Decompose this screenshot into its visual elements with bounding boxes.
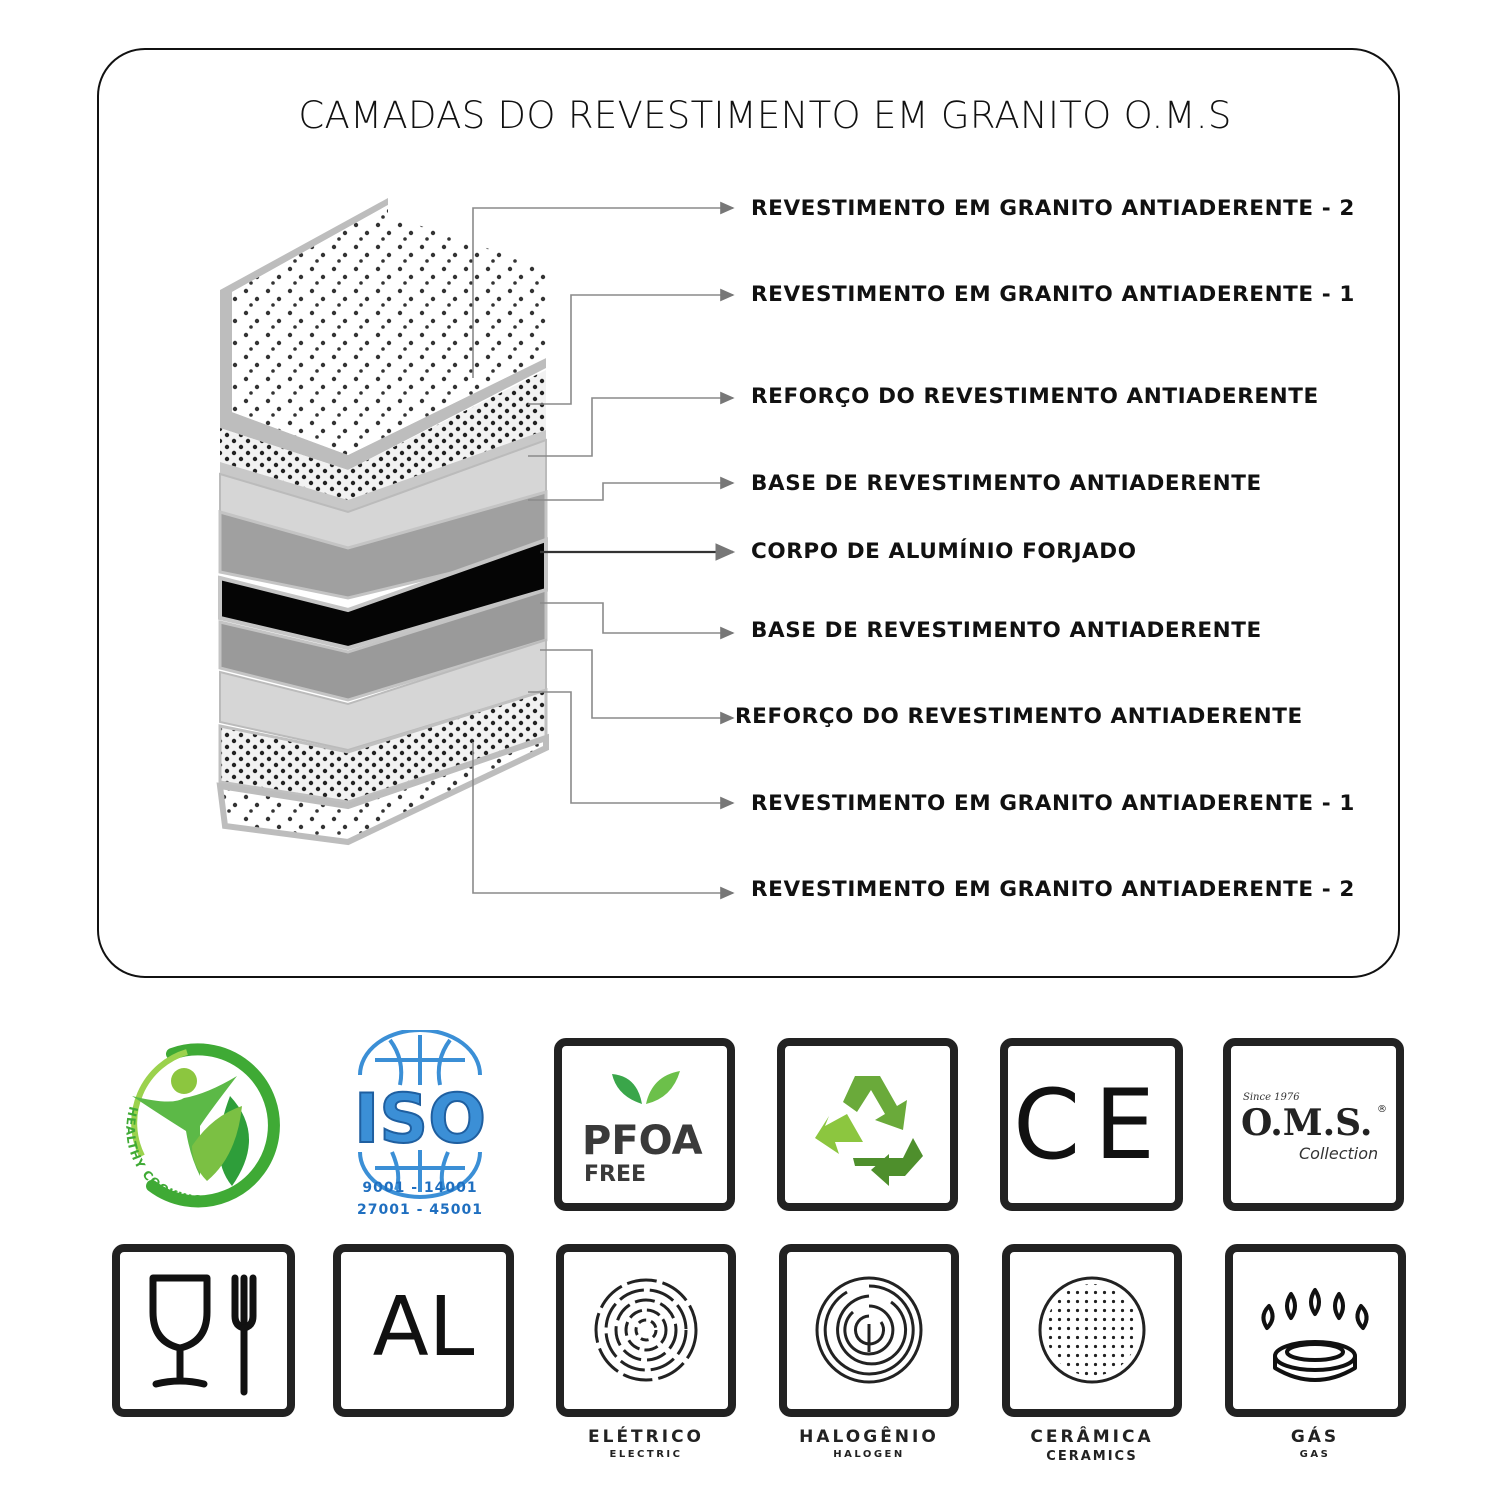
- healthy-cooking-badge: [112, 1036, 290, 1214]
- leader-line-6: [540, 603, 733, 633]
- electric-caption: [556, 1427, 736, 1460]
- leader-line-7: [540, 650, 733, 718]
- oms-collection: Collection: [1299, 1144, 1379, 1163]
- oms-since: Since 1976: [1243, 1092, 1300, 1103]
- halogen-label: HALOGÊNIO: [799, 1427, 939, 1447]
- pfoa-text: PFOA: [582, 1118, 703, 1164]
- layer-label-8: REVESTIMENTO EM GRANITO ANTIADERENTE - 1: [751, 791, 1355, 816]
- layer-label-7: REFORÇO DO REVESTIMENTO ANTIADERENTE: [735, 704, 1303, 729]
- gas-caption: [1225, 1427, 1405, 1460]
- layer-label-5: CORPO DE ALUMÍNIO FORJADO: [751, 539, 1137, 564]
- recycle-icon: [785, 1046, 950, 1203]
- gas-sublabel: GAS: [1299, 1449, 1331, 1460]
- ceramic-badge: [1002, 1244, 1182, 1417]
- layer-label-9: REVESTIMENTO EM GRANITO ANTIADERENTE - 2: [751, 877, 1355, 902]
- leader-line-2: [528, 295, 733, 404]
- recycle-badge: [777, 1038, 958, 1211]
- electric-badge: [556, 1244, 736, 1417]
- dishwasher-safe-badge: [112, 1244, 295, 1417]
- halogen-hob-icon: [787, 1252, 951, 1409]
- electric-hob-icon: [564, 1252, 728, 1409]
- oms-registered: ®: [1377, 1104, 1387, 1115]
- aluminum-badge: [333, 1244, 514, 1417]
- leader-line-3: [528, 398, 733, 456]
- oms-brand: O.M.S.: [1241, 1102, 1373, 1144]
- iso-standards-2: 27001 - 45001: [357, 1202, 483, 1218]
- halogen-sublabel: HALOGEN: [833, 1449, 905, 1460]
- leader-line-4: [528, 483, 733, 500]
- layer-label-2: REVESTIMENTO EM GRANITO ANTIADERENTE - 1: [751, 282, 1355, 307]
- ceramic-caption: [1002, 1427, 1182, 1464]
- leader-line-8: [528, 692, 733, 803]
- gas-label: GÁS: [1290, 1427, 1340, 1447]
- oms-logo-badge: [1223, 1038, 1404, 1211]
- healthy-cooking-text: HEALTHY COOKING: [123, 1105, 204, 1208]
- electric-sublabel: ELECTRIC: [609, 1449, 683, 1460]
- electric-label: ELÉTRICO: [588, 1427, 704, 1447]
- pfoa-free-badge: [554, 1038, 735, 1211]
- leaf-person-icon: [112, 1036, 290, 1214]
- layer-label-1: REVESTIMENTO EM GRANITO ANTIADERENTE - 2: [751, 196, 1355, 221]
- gas-burner-icon: [1233, 1252, 1398, 1409]
- ceramic-hob-icon: [1010, 1252, 1174, 1409]
- gas-badge: [1225, 1244, 1406, 1417]
- ce-badge: [1000, 1038, 1183, 1211]
- halogen-badge: [779, 1244, 959, 1417]
- diagram-title: CAMADAS DO REVESTIMENTO EM GRANITO O.M.S: [298, 94, 1232, 137]
- pfoa-free-text: FREE: [584, 1162, 647, 1187]
- ceramic-sublabel: CERAMICS: [1046, 1449, 1138, 1464]
- ce-text: CE: [1013, 1069, 1169, 1181]
- aluminum-text: AL: [372, 1280, 475, 1375]
- halogen-caption: [779, 1427, 959, 1460]
- iso-standards-1: 9001 - 14001: [362, 1180, 478, 1196]
- layer-label-4: BASE DE REVESTIMENTO ANTIADERENTE: [751, 471, 1262, 496]
- layer-label-6: BASE DE REVESTIMENTO ANTIADERENTE: [751, 618, 1262, 643]
- layer-label-3: REFORÇO DO REVESTIMENTO ANTIADERENTE: [751, 384, 1319, 409]
- ce-mark-icon: [1008, 1046, 1175, 1203]
- iso-badge: [330, 1030, 510, 1220]
- iso-text: ISO: [353, 1080, 487, 1159]
- oms-logo-icon: [1231, 1046, 1396, 1203]
- glass-fork-icon: [120, 1252, 287, 1409]
- ceramic-label: CERÂMICA: [1030, 1427, 1154, 1447]
